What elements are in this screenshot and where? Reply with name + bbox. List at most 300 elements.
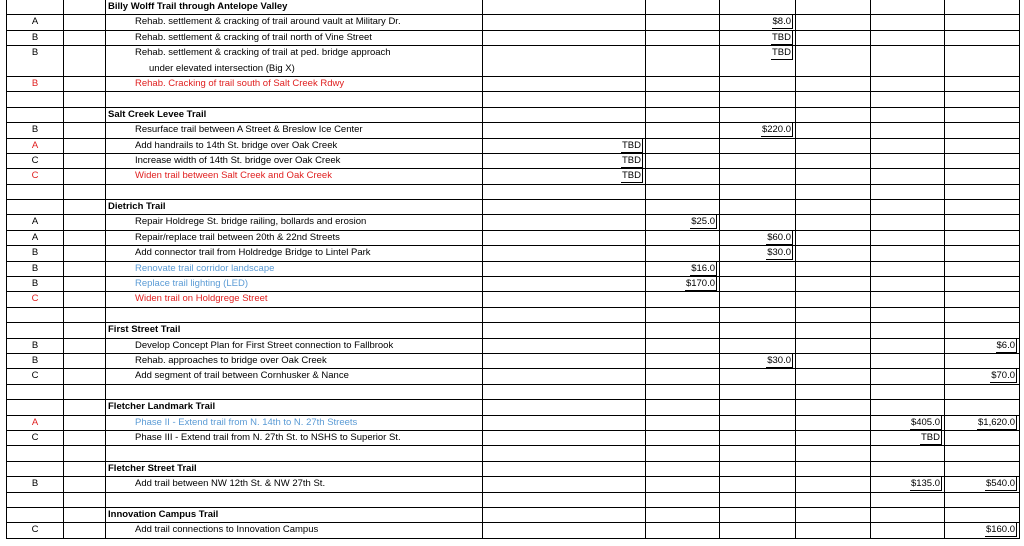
project-description: Add trail between NW 12th St. & NW 27th St. xyxy=(106,477,483,492)
project-description: Increase width of 14th St. bridge over Oak Creek xyxy=(106,154,483,169)
cell-c6 xyxy=(796,277,871,292)
cell-c1 xyxy=(64,169,106,184)
cell-c8 xyxy=(945,462,1020,477)
cell-c0 xyxy=(6,0,64,15)
cost-value xyxy=(483,169,646,184)
section-title: Innovation Campus Trail xyxy=(106,508,483,523)
cell-c8 xyxy=(945,0,1020,15)
section-header-row xyxy=(6,508,1014,523)
cell-c1 xyxy=(64,139,106,154)
cost-amount: $1,620.0 xyxy=(978,416,1015,428)
cell-c8 xyxy=(945,308,1020,323)
cell-c4 xyxy=(646,154,720,169)
cell-c4 xyxy=(646,508,720,523)
cell-c3 xyxy=(483,46,646,61)
cell-c6 xyxy=(796,446,871,461)
cell-c1 xyxy=(64,123,106,138)
cost-value xyxy=(646,277,720,292)
table-row xyxy=(6,31,1014,46)
cell-c6 xyxy=(796,262,871,277)
cell-c7 xyxy=(871,446,945,461)
cell-c8 xyxy=(945,154,1020,169)
cell-c7 xyxy=(871,400,945,415)
cell-c3 xyxy=(483,385,646,400)
section-title: Dietrich Trail xyxy=(106,200,483,215)
cell-c3 xyxy=(483,431,646,446)
cell-c7 xyxy=(871,169,945,184)
cell-c3 xyxy=(483,308,646,323)
cell-c0 xyxy=(6,62,64,77)
cost-amount: $540.0 xyxy=(985,478,1015,490)
cost-value xyxy=(483,139,646,154)
cell-c4 xyxy=(646,308,720,323)
cost-amount: TBD xyxy=(921,431,940,443)
cell-c6 xyxy=(796,215,871,230)
cell-c5 xyxy=(720,339,796,354)
cell-c3 xyxy=(483,477,646,492)
cell-c1 xyxy=(64,523,106,538)
cell-c6 xyxy=(796,31,871,46)
cost-value xyxy=(646,215,720,230)
cell-c8 xyxy=(945,108,1020,123)
cell-c6 xyxy=(796,431,871,446)
cell-c7 xyxy=(871,323,945,338)
cost-value xyxy=(720,246,796,261)
cell-c6 xyxy=(796,369,871,384)
cell-c7 xyxy=(871,62,945,77)
cell-c1 xyxy=(64,215,106,230)
cell-c5 xyxy=(720,92,796,107)
cell-c4 xyxy=(646,46,720,61)
cell-c7 xyxy=(871,354,945,369)
cell-c8 xyxy=(945,508,1020,523)
cost-amount: $405.0 xyxy=(910,416,940,428)
cell-c1 xyxy=(64,15,106,30)
cell-c1 xyxy=(64,77,106,92)
section-title: Billy Wolff Trail through Antelope Valley xyxy=(106,0,483,15)
cell-c4 xyxy=(646,77,720,92)
cell-c4 xyxy=(646,169,720,184)
cell-c4 xyxy=(646,139,720,154)
section-header-row xyxy=(6,400,1014,415)
cell-c7 xyxy=(871,262,945,277)
project-description: Repair/replace trail between 20th & 22nd Streets xyxy=(106,231,483,246)
table-row xyxy=(6,262,1014,277)
cell-c8 xyxy=(945,431,1020,446)
cell-c8 xyxy=(945,246,1020,261)
cell-c8 xyxy=(945,446,1020,461)
cell-c1 xyxy=(64,416,106,431)
cell-c6 xyxy=(796,77,871,92)
cell-c3 xyxy=(483,200,646,215)
cell-c5 xyxy=(720,431,796,446)
cell-c5 xyxy=(720,215,796,230)
cell-c6 xyxy=(796,185,871,200)
cell-c3 xyxy=(483,108,646,123)
cost-value xyxy=(945,339,1020,354)
section-title: First Street Trail xyxy=(106,323,483,338)
cell-c5 xyxy=(720,523,796,538)
priority-cell: B xyxy=(6,246,64,261)
priority-cell: A xyxy=(6,15,64,30)
cell-c8 xyxy=(945,15,1020,30)
cell-c6 xyxy=(796,92,871,107)
cell-c3 xyxy=(483,277,646,292)
cell-c6 xyxy=(796,200,871,215)
cell-c4 xyxy=(646,323,720,338)
spacer-row xyxy=(6,446,1014,461)
priority-cell: C xyxy=(6,369,64,384)
cell-c1 xyxy=(64,31,106,46)
cell-c5 xyxy=(720,323,796,338)
cell-c2 xyxy=(106,446,483,461)
priority-cell: B xyxy=(6,123,64,138)
cost-value xyxy=(483,154,646,169)
priority-cell: C xyxy=(6,154,64,169)
cell-c4 xyxy=(646,0,720,15)
section-header-row xyxy=(6,200,1014,215)
cell-c7 xyxy=(871,31,945,46)
cell-c5 xyxy=(720,446,796,461)
cell-c4 xyxy=(646,62,720,77)
cell-c7 xyxy=(871,92,945,107)
cell-c6 xyxy=(796,416,871,431)
cell-c1 xyxy=(64,246,106,261)
cell-c3 xyxy=(483,400,646,415)
cell-c4 xyxy=(646,108,720,123)
cell-c7 xyxy=(871,292,945,307)
table-row xyxy=(6,62,1014,77)
cell-c4 xyxy=(646,246,720,261)
cell-c5 xyxy=(720,369,796,384)
table-row xyxy=(6,139,1014,154)
project-description: Rehab. approaches to bridge over Oak Creek xyxy=(106,354,483,369)
cell-c8 xyxy=(945,354,1020,369)
project-description: Add connector trail from Holdredge Bridge to Lintel Park xyxy=(106,246,483,261)
cell-c4 xyxy=(646,369,720,384)
cell-c5 xyxy=(720,200,796,215)
cost-amount: TBD xyxy=(622,154,641,166)
section-title: Fletcher Street Trail xyxy=(106,462,483,477)
cell-c6 xyxy=(796,354,871,369)
cost-value xyxy=(720,123,796,138)
cell-c4 xyxy=(646,477,720,492)
table-row xyxy=(6,123,1014,138)
cell-c8 xyxy=(945,323,1020,338)
cell-c0 xyxy=(6,508,64,523)
project-description: Rehab. settlement & cracking of trail north of Vine Street xyxy=(106,31,483,46)
cost-value xyxy=(720,46,796,61)
cost-value xyxy=(871,431,945,446)
cell-c3 xyxy=(483,369,646,384)
cell-c5 xyxy=(720,62,796,77)
cell-c1 xyxy=(64,446,106,461)
cost-value xyxy=(720,31,796,46)
project-description: Widen trail on Holdgrege Street xyxy=(106,292,483,307)
cell-c3 xyxy=(483,523,646,538)
cell-c5 xyxy=(720,154,796,169)
cell-c6 xyxy=(796,385,871,400)
cost-amount: TBD xyxy=(772,31,791,43)
cell-c7 xyxy=(871,523,945,538)
cell-c2 xyxy=(106,385,483,400)
cell-c7 xyxy=(871,246,945,261)
project-description: Add handrails to 14th St. bridge over Oak Creek xyxy=(106,139,483,154)
cell-c8 xyxy=(945,62,1020,77)
cell-c7 xyxy=(871,308,945,323)
cost-value xyxy=(945,416,1020,431)
cost-amount: $30.0 xyxy=(767,354,791,366)
cell-c6 xyxy=(796,462,871,477)
cell-c4 xyxy=(646,416,720,431)
cell-c4 xyxy=(646,385,720,400)
cost-amount: $70.0 xyxy=(991,370,1015,382)
cell-c0 xyxy=(6,323,64,338)
cell-c4 xyxy=(646,462,720,477)
table-row xyxy=(6,15,1014,30)
cell-c6 xyxy=(796,508,871,523)
cell-c6 xyxy=(796,46,871,61)
cell-c4 xyxy=(646,15,720,30)
cell-c5 xyxy=(720,77,796,92)
cell-c8 xyxy=(945,139,1020,154)
table-row xyxy=(6,292,1014,307)
cell-c3 xyxy=(483,15,646,30)
cell-c8 xyxy=(945,262,1020,277)
cost-amount: $135.0 xyxy=(910,478,940,490)
cell-c8 xyxy=(945,493,1020,508)
table-row xyxy=(6,215,1014,230)
cell-c6 xyxy=(796,493,871,508)
cell-c5 xyxy=(720,308,796,323)
cell-c5 xyxy=(720,416,796,431)
cell-c6 xyxy=(796,15,871,30)
cell-c3 xyxy=(483,462,646,477)
trail-projects-table xyxy=(6,0,1014,539)
cell-c1 xyxy=(64,354,106,369)
cell-c1 xyxy=(64,262,106,277)
cell-c8 xyxy=(945,231,1020,246)
cost-value xyxy=(646,262,720,277)
section-header-row xyxy=(6,323,1014,338)
cell-c1 xyxy=(64,46,106,61)
cell-c4 xyxy=(646,92,720,107)
cell-c5 xyxy=(720,185,796,200)
priority-cell: B xyxy=(6,46,64,61)
cell-c7 xyxy=(871,493,945,508)
cell-c4 xyxy=(646,292,720,307)
cell-c1 xyxy=(64,108,106,123)
cell-c1 xyxy=(64,339,106,354)
cost-value xyxy=(945,369,1020,384)
cell-c3 xyxy=(483,246,646,261)
cell-c5 xyxy=(720,462,796,477)
cell-c8 xyxy=(945,277,1020,292)
cell-c0 xyxy=(6,462,64,477)
cell-c1 xyxy=(64,200,106,215)
cell-c3 xyxy=(483,231,646,246)
cell-c6 xyxy=(796,308,871,323)
cell-c7 xyxy=(871,369,945,384)
cost-amount: TBD xyxy=(622,139,641,151)
cell-c0 xyxy=(6,446,64,461)
spacer-row xyxy=(6,308,1014,323)
cell-c1 xyxy=(64,400,106,415)
cell-c6 xyxy=(796,246,871,261)
cell-c8 xyxy=(945,215,1020,230)
priority-cell: B xyxy=(6,77,64,92)
cell-c1 xyxy=(64,431,106,446)
cell-c1 xyxy=(64,493,106,508)
cell-c1 xyxy=(64,92,106,107)
table-row xyxy=(6,154,1014,169)
cell-c7 xyxy=(871,0,945,15)
cell-c5 xyxy=(720,139,796,154)
cell-c3 xyxy=(483,323,646,338)
cell-c6 xyxy=(796,231,871,246)
cell-c1 xyxy=(64,385,106,400)
cell-c3 xyxy=(483,262,646,277)
cell-c6 xyxy=(796,62,871,77)
cell-c6 xyxy=(796,292,871,307)
cell-c3 xyxy=(483,292,646,307)
cell-c4 xyxy=(646,185,720,200)
priority-cell: B xyxy=(6,477,64,492)
table-row xyxy=(6,46,1014,61)
cell-c3 xyxy=(483,416,646,431)
cell-c3 xyxy=(483,77,646,92)
cost-amount: TBD xyxy=(772,47,791,59)
priority-cell: A xyxy=(6,416,64,431)
project-description: Phase III - Extend trail from N. 27th St. to NSHS to Superior St. xyxy=(106,431,483,446)
cell-c5 xyxy=(720,477,796,492)
cell-c1 xyxy=(64,477,106,492)
cell-c7 xyxy=(871,15,945,30)
cell-c4 xyxy=(646,339,720,354)
cell-c3 xyxy=(483,31,646,46)
cell-c1 xyxy=(64,308,106,323)
cell-c0 xyxy=(6,385,64,400)
priority-cell: C xyxy=(6,523,64,538)
cell-c3 xyxy=(483,123,646,138)
cost-value xyxy=(871,477,945,492)
cell-c6 xyxy=(796,323,871,338)
cost-value xyxy=(945,523,1020,538)
cell-c0 xyxy=(6,185,64,200)
spacer-row xyxy=(6,92,1014,107)
cell-c7 xyxy=(871,123,945,138)
cell-c5 xyxy=(720,493,796,508)
table-row xyxy=(6,231,1014,246)
cell-c3 xyxy=(483,0,646,15)
cell-c1 xyxy=(64,462,106,477)
cell-c2 xyxy=(106,308,483,323)
cell-c4 xyxy=(646,431,720,446)
cell-c7 xyxy=(871,215,945,230)
cell-c6 xyxy=(796,400,871,415)
spacer-row xyxy=(6,385,1014,400)
table-row xyxy=(6,339,1014,354)
spacer-row xyxy=(6,185,1014,200)
cell-c7 xyxy=(871,508,945,523)
table-row xyxy=(6,277,1014,292)
cost-amount: TBD xyxy=(622,170,641,182)
cost-value xyxy=(720,354,796,369)
section-title: Fletcher Landmark Trail xyxy=(106,400,483,415)
cell-c0 xyxy=(6,400,64,415)
cell-c4 xyxy=(646,493,720,508)
section-header-row xyxy=(6,108,1014,123)
cell-c5 xyxy=(720,262,796,277)
priority-cell: A xyxy=(6,231,64,246)
cell-c6 xyxy=(796,523,871,538)
project-description: Rehab. settlement & cracking of trail around vault at Military Dr. xyxy=(106,15,483,30)
cell-c7 xyxy=(871,46,945,61)
table-row xyxy=(6,369,1014,384)
project-description: Rehab. settlement & cracking of trail at ped. bridge approach xyxy=(106,46,483,61)
cell-c2 xyxy=(106,92,483,107)
cell-c8 xyxy=(945,400,1020,415)
cell-c6 xyxy=(796,108,871,123)
cell-c1 xyxy=(64,323,106,338)
project-description: Rehab. Cracking of trail south of Salt Creek Rdwy xyxy=(106,77,483,92)
cell-c7 xyxy=(871,385,945,400)
cell-c5 xyxy=(720,0,796,15)
cell-c6 xyxy=(796,139,871,154)
priority-cell: C xyxy=(6,169,64,184)
project-description: Replace trail lighting (LED) xyxy=(106,277,483,292)
cell-c8 xyxy=(945,385,1020,400)
cell-c6 xyxy=(796,477,871,492)
cell-c5 xyxy=(720,277,796,292)
project-description: Renovate trail corridor landscape xyxy=(106,262,483,277)
cell-c6 xyxy=(796,339,871,354)
cost-amount: $60.0 xyxy=(767,231,791,243)
cell-c8 xyxy=(945,46,1020,61)
project-description: Add segment of trail between Cornhusker & Nance xyxy=(106,369,483,384)
cell-c5 xyxy=(720,108,796,123)
cell-c5 xyxy=(720,385,796,400)
priority-cell: A xyxy=(6,215,64,230)
cell-c4 xyxy=(646,231,720,246)
cell-c3 xyxy=(483,92,646,107)
table-row xyxy=(6,169,1014,184)
priority-cell: B xyxy=(6,262,64,277)
cell-c8 xyxy=(945,31,1020,46)
priority-cell: C xyxy=(6,292,64,307)
cell-c6 xyxy=(796,169,871,184)
cell-c0 xyxy=(6,108,64,123)
table-row xyxy=(6,477,1014,492)
cell-c3 xyxy=(483,185,646,200)
cost-value xyxy=(720,231,796,246)
cost-amount: $25.0 xyxy=(691,216,715,228)
project-description: Phase II - Extend trail from N. 14th to N. 27th Streets xyxy=(106,416,483,431)
table-row xyxy=(6,416,1014,431)
cell-c7 xyxy=(871,231,945,246)
cell-c8 xyxy=(945,292,1020,307)
cell-c5 xyxy=(720,292,796,307)
priority-cell: B xyxy=(6,354,64,369)
cell-c2 xyxy=(106,493,483,508)
cost-value xyxy=(871,416,945,431)
cell-c3 xyxy=(483,62,646,77)
cell-c4 xyxy=(646,400,720,415)
cell-c4 xyxy=(646,200,720,215)
cell-c4 xyxy=(646,31,720,46)
cell-c1 xyxy=(64,154,106,169)
cell-c5 xyxy=(720,508,796,523)
